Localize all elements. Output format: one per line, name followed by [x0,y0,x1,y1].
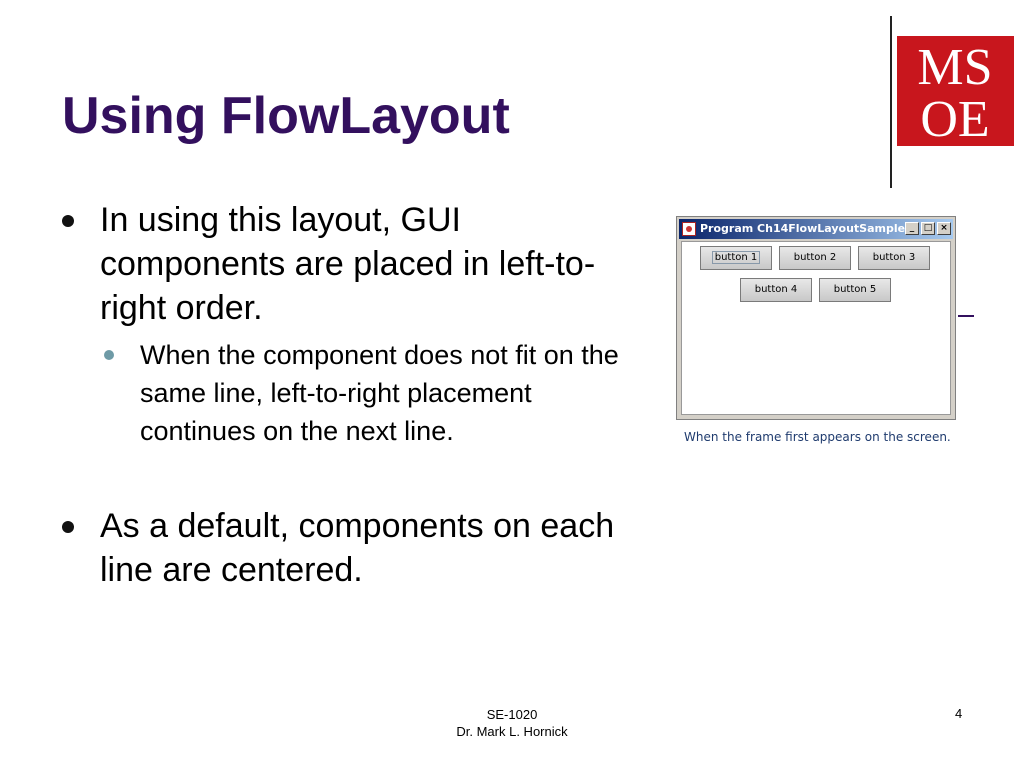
minimize-icon[interactable]: _ [905,222,919,235]
button-2-label: button 2 [793,252,837,263]
bullet-dot-icon [62,521,74,533]
button-3-label: button 3 [872,252,916,263]
slide-title: Using FlowLayout [62,87,510,145]
bullet-text: As a default, components on each line are centered. [100,507,615,589]
logo-text-line1: MS [917,39,993,96]
button-5[interactable] [819,278,891,302]
button-4-label: button 4 [754,284,798,295]
bullet-item [62,198,622,330]
bullet-dot-icon [62,215,74,227]
close-icon[interactable]: × [937,222,951,235]
logo-text-line2: OE [920,91,990,146]
button-5-label: button 5 [833,284,877,295]
footer-author: Dr. Mark L. Hornick [456,724,568,739]
footer-course: SE-1020 [486,707,538,722]
window-titlebar[interactable] [679,219,953,239]
spacer [62,450,622,504]
button-3[interactable] [858,246,930,270]
msoe-logo [897,36,1014,146]
window-title: Program Ch14FlowLayoutSample [700,222,906,235]
button-4[interactable] [740,278,812,302]
maximize-icon[interactable]: □ [921,222,935,235]
sub-bullet-item [62,336,622,450]
button-1-label: button 1 [714,252,758,263]
sub-bullet-dot-icon [104,350,114,360]
window-content-pane [681,241,951,415]
screenshot-caption: When the frame first appears on the screen. [684,430,951,444]
button-2[interactable] [779,246,851,270]
bullet-item [62,504,622,592]
bullet-text: In using this layout, GUI components are placed in left-to-right order. [100,201,596,327]
button-1[interactable] [700,246,772,270]
java-app-icon [682,222,696,236]
slide-footer [412,706,612,740]
bullet-list [62,198,622,592]
sub-bullet-text: When the component does not fit on the same line, left-to-right placement continues on the next line. [140,340,619,446]
decorative-dash [958,315,974,317]
header-divider [890,16,892,188]
page-number: 4 [955,706,963,721]
flowlayout-sample-window [676,216,956,420]
